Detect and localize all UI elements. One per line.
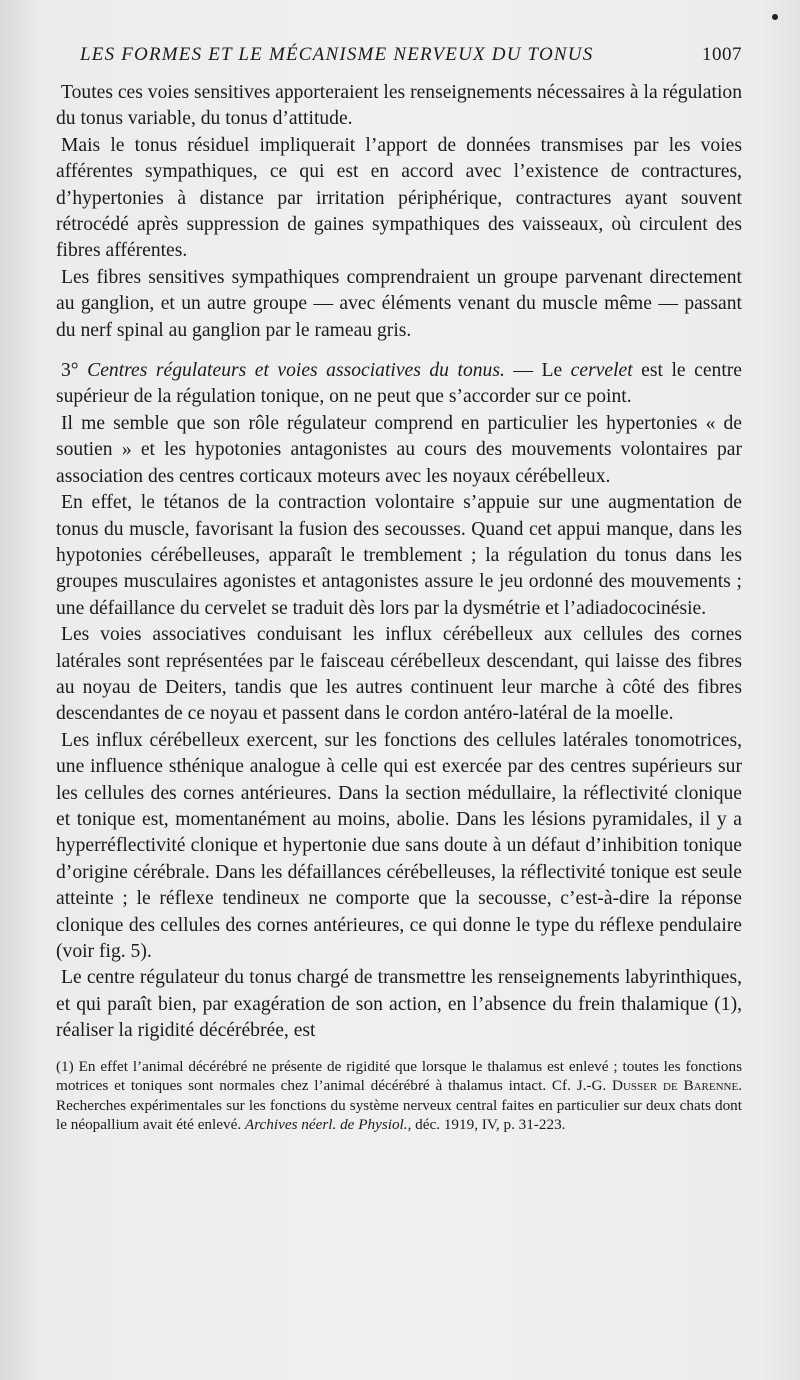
term-cervelet: cervelet bbox=[570, 360, 633, 382]
paragraph-5: Il me semble que son rôle régulateur comprend en particulier les hypertonies « de soutien » et les hypotonies antagonistes au cours des mouvements volontaires par association des centres corticaux moteurs avec les noyaux cérébelleux. bbox=[56, 412, 742, 487]
paragraph-8: Les influx cérébelleux exercent, sur les fonctions des cellules latérales tonomotrices, une influence sthénique analogue à celle qui est exercée par des centres supérieurs sur les cellules des cornes antérieures. Dans la section médullaire, la réflectivité clonique et tonique est, momentanément au moins, abolie. Dans les lésions pyramidales, il y a hyperréflectivité clonique et hypertonie due sans doute à un défaut d’inhibition tonique d’origine cérébrale. Dans les défaillances cérébelleuses, la réflectivité tonique est seule atteinte ; le réflexe tendineux ne comporte que la secousse, c’est-à-dire la réponse clonique des cellules des cornes antérieures, ce qui donne le type du réflexe pendulaire (voir fig. 5). bbox=[56, 729, 742, 962]
footnote-1-end: , déc. 1919, IV, p. 31-223. bbox=[407, 1116, 566, 1134]
paragraph-9: Le centre régulateur du tonus chargé de transmettre les renseignements labyrinthiques, et qui paraît bien, par exagération de son action, en l’absence du frein thalamique (1), réaliser la rigidité décérébrée, est bbox=[56, 967, 742, 1042]
paragraph-2: Mais le tonus résiduel impliquerait l’apport de données transmises par les voies afférentes sympathiques, ce qui est en accord avec l’existence de contractures, d’hypertonies à distance par irritation périphérique, contractures ayant souvent rétrocédé après suppression de gaines sympathiques des vaisseaux, où circulent des fibres afférentes. bbox=[56, 134, 742, 262]
paragraph-1: Toutes ces voies sensitives apporteraient les renseignements nécessaires à la régulation du tonus variable, du tonus d’attitude. bbox=[56, 82, 742, 130]
footnote-1 bbox=[56, 1057, 742, 1135]
footnote-1-author: Dusser de Barenne bbox=[612, 1077, 739, 1095]
section-number: 3° bbox=[61, 360, 79, 382]
footnote-1-text: (1) En effet l’animal décérébré ne présente de rigidité que lorsque le thalamus est enlevé ; toutes les fonctions motrices et toniques sont normales chez l’animal décérébré à thalamus intact. Cf. J.-G. bbox=[56, 1057, 742, 1095]
page-number: 1007 bbox=[702, 44, 742, 65]
paragraph-7: Les voies associatives conduisant les influx cérébelleux aux cellules des cornes latérales sont représentées par le faisceau cérébelleux descendant, qui laisse des fibres au noyau de Deiters, tandis que les autres continuent leur marche à côté des fibres descendantes de ce noyau et passent dans le cordon antéro-latéral de la moelle. bbox=[56, 624, 742, 725]
footnote-1-rest: . Recherches expérimentales sur les fonctions du système nerveux central faites en particulier sur deux chats dont le néopallium avait été enlevé. bbox=[56, 1077, 742, 1134]
running-title: LES FORMES ET LE MÉCANISME NERVEUX DU TONUS bbox=[80, 44, 594, 65]
footnote-1-journal: Archives néerl. de Physiol. bbox=[244, 1116, 408, 1134]
footnotes bbox=[56, 1057, 742, 1135]
running-head bbox=[80, 44, 742, 66]
paragraph-3: Les fibres sensitives sympathiques comprendraient un groupe parvenant directement au ganglion, et un autre groupe — avec éléments venant du muscle même — passant du nerf spinal au ganglion par le rameau gris. bbox=[56, 266, 742, 341]
section-title: Centres régulateurs et voies associatives du tonus. bbox=[87, 360, 505, 382]
section-text-a: — Le bbox=[504, 360, 571, 382]
section-gap bbox=[56, 344, 742, 358]
section-text-b: est le centre supérieur de la régulation tonique, on ne peut que s’accorder sur ce point. bbox=[56, 360, 742, 408]
paragraph-6: En effet, le tétanos de la contraction volontaire s’appuie sur une augmentation de tonus du muscle, favorisant la fusion des secousses. Quand cet appui manque, dans les hypotonies cérébelleuses, apparaît le tremblement ; la régulation du tonus dans les groupes musculaires agonistes et antagonistes assure le jeu ordonné des mouvements ; une défaillance du cervelet se traduit dès lors par la dysmétrie et l’adiadococinésie. bbox=[56, 492, 742, 619]
ink-dot bbox=[772, 14, 778, 20]
paragraph-4-section-heading bbox=[56, 358, 742, 411]
